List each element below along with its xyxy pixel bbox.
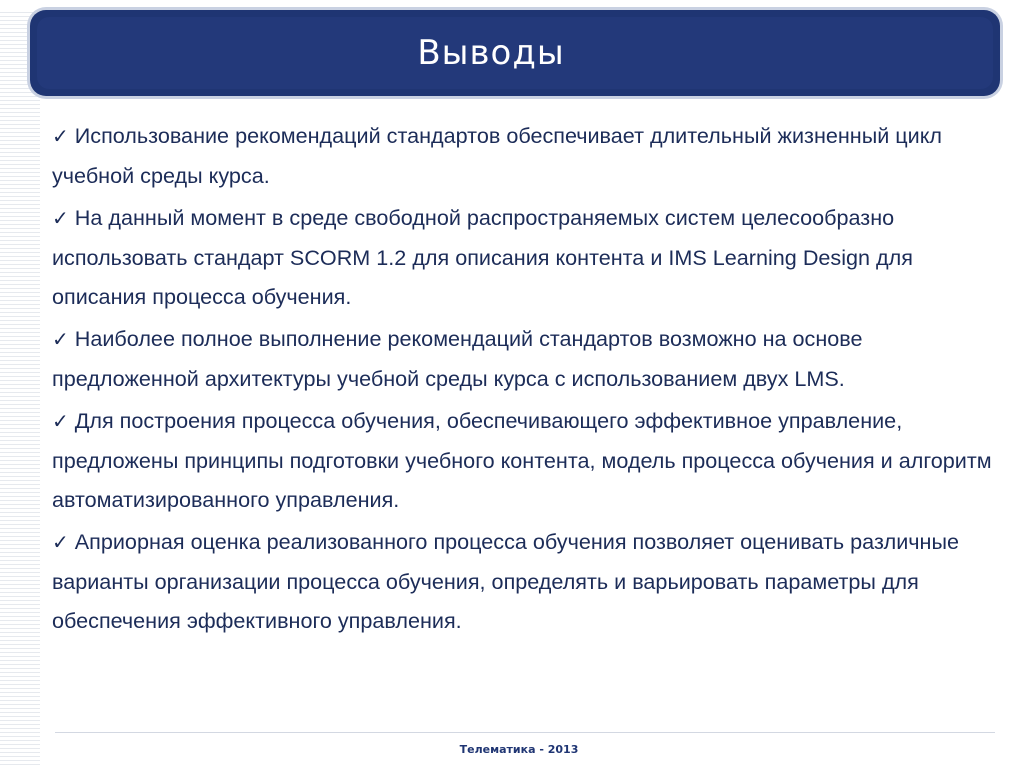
bullet-text: Наиболее полное выполнение рекомендаций стандартов возможно на основе предложенной архитектуры учебной среды курса с использованием двух LMS. [52,326,863,391]
bullet-item-4 [52,401,1002,519]
bullet-text: Использование рекомендаций стандартов обеспечивает длительный жизненный цикл учебной среды курса. [52,123,943,188]
footer-divider [55,732,995,733]
side-stripes-decoration [0,0,40,768]
bullet-item-3 [52,319,1002,398]
slide-title: Выводы [417,33,565,73]
footer-label: Телематика - 2013 [459,743,579,756]
checkmark-icon: ✓ [52,327,69,351]
checkmark-icon: ✓ [52,530,69,554]
top-band [0,0,1024,10]
bullet-text: Для построения процесса обучения, обеспечивающего эффективное управление, предложены принципы подготовки учебного контента, модель процесса обучения и алгоритм автоматизированного управления. [52,408,992,512]
bullet-text: На данный момент в среде свободной распространяемых систем целесообразно использовать стандарт SCORM 1.2 для описания контента и IMS Learning Design для описания процесса обучения. [52,205,913,309]
bullet-list [52,116,1002,643]
title-bar [37,17,993,89]
bullet-item-1 [52,116,1002,195]
bullet-item-5 [52,522,1002,640]
bullet-item-2 [52,198,1002,316]
checkmark-icon: ✓ [52,124,69,148]
checkmark-icon: ✓ [52,206,69,230]
bullet-text: Априорная оценка реализованного процесса обучения позволяет оценивать различные варианты организации процесса обучения, определять и варьировать параметры для обеспечения эффективного управления. [52,529,959,633]
checkmark-icon: ✓ [52,409,69,433]
